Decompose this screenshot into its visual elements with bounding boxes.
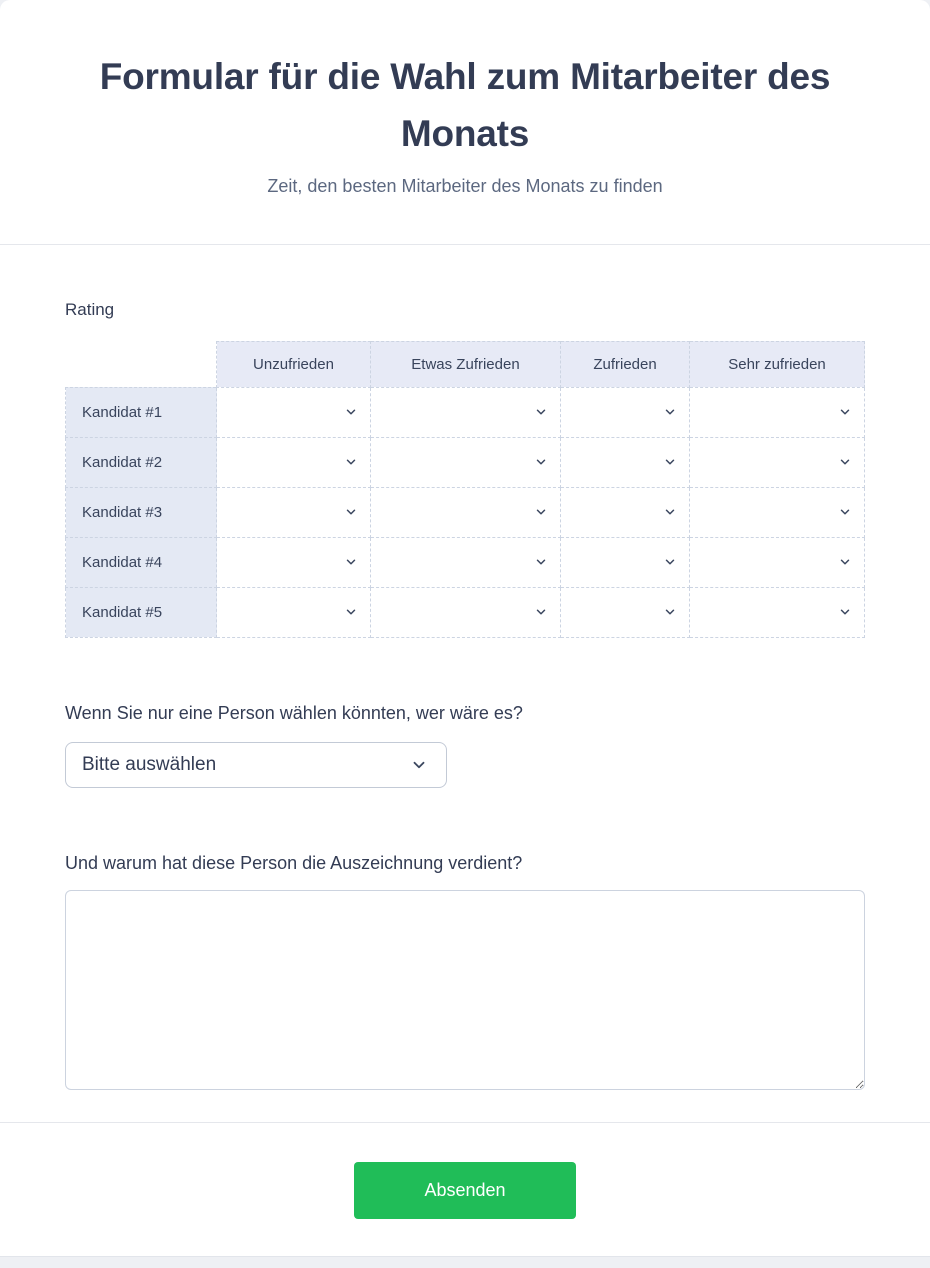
rating-matrix-body (66, 341, 865, 637)
chevron-down-icon (663, 605, 677, 619)
matrix-cell-select[interactable] (690, 587, 865, 637)
question-person-label: Wenn Sie nur eine Person wählen könnten, wer wäre es? (65, 702, 523, 723)
matrix-cell-select[interactable] (217, 537, 371, 587)
matrix-cell-select[interactable] (690, 537, 865, 587)
matrix-column-header: Zufrieden (561, 341, 690, 387)
matrix-cell-select[interactable] (690, 387, 865, 437)
chevron-down-icon (534, 555, 548, 569)
form-body (0, 299, 930, 1090)
person-select-value: Bitte auswählen (82, 753, 217, 775)
matrix-cell-select[interactable] (561, 587, 690, 637)
rating-matrix (65, 341, 865, 638)
matrix-cell-select[interactable] (561, 487, 690, 537)
matrix-cell-select[interactable] (217, 587, 371, 637)
matrix-cell-select[interactable] (371, 387, 561, 437)
matrix-cell-select[interactable] (561, 537, 690, 587)
matrix-column-header: Etwas Zufrieden (371, 341, 561, 387)
page-title: Formular für die Wahl zum Mitarbeiter des Monats (99, 56, 831, 155)
chevron-down-icon (663, 405, 677, 419)
header-divider (0, 244, 930, 245)
page-bottom-strip (0, 1256, 930, 1268)
chevron-down-icon (838, 455, 852, 469)
chevron-down-icon (410, 756, 428, 774)
matrix-row (66, 387, 865, 437)
matrix-cell-select[interactable] (561, 387, 690, 437)
matrix-cell-select[interactable] (561, 437, 690, 487)
matrix-cell-select[interactable] (371, 437, 561, 487)
matrix-cell-select[interactable] (217, 487, 371, 537)
chevron-down-icon (838, 405, 852, 419)
chevron-down-icon (344, 405, 358, 419)
matrix-row-label: Kandidat #5 (66, 587, 217, 637)
matrix-cell-select[interactable] (217, 437, 371, 487)
person-select[interactable] (65, 742, 447, 788)
matrix-row (66, 537, 865, 587)
chevron-down-icon (344, 555, 358, 569)
chevron-down-icon (838, 505, 852, 519)
matrix-cell-select[interactable] (371, 537, 561, 587)
chevron-down-icon (344, 605, 358, 619)
matrix-row-label: Kandidat #2 (66, 437, 217, 487)
chevron-down-icon (534, 505, 548, 519)
matrix-column-header: Sehr zufrieden (690, 341, 865, 387)
chevron-down-icon (534, 405, 548, 419)
chevron-down-icon (663, 455, 677, 469)
page-subtitle: Zeit, den besten Mitarbeiter des Monats zu finden (267, 175, 663, 196)
chevron-down-icon (663, 505, 677, 519)
matrix-row (66, 487, 865, 537)
matrix-cell-select[interactable] (371, 487, 561, 537)
reason-textarea[interactable] (65, 890, 865, 1090)
chevron-down-icon (838, 605, 852, 619)
chevron-down-icon (534, 455, 548, 469)
form-footer (0, 1123, 930, 1219)
matrix-corner-cell (66, 341, 217, 387)
matrix-cell-select[interactable] (690, 487, 865, 537)
matrix-row-label: Kandidat #1 (66, 387, 217, 437)
chevron-down-icon (663, 555, 677, 569)
form-header (0, 0, 930, 244)
chevron-down-icon (534, 605, 548, 619)
question-reason-label: Und warum hat diese Person die Auszeichnung verdient? (65, 852, 523, 873)
submit-button[interactable]: Absenden (354, 1162, 576, 1219)
matrix-cell-select[interactable] (690, 437, 865, 487)
matrix-row (66, 587, 865, 637)
rating-section-label: Rating (65, 299, 115, 319)
matrix-row (66, 437, 865, 487)
chevron-down-icon (344, 505, 358, 519)
matrix-cell-select[interactable] (371, 587, 561, 637)
chevron-down-icon (838, 555, 852, 569)
matrix-column-header: Unzufrieden (217, 341, 371, 387)
matrix-row-label: Kandidat #4 (66, 537, 217, 587)
matrix-cell-select[interactable] (217, 387, 371, 437)
chevron-down-icon (344, 455, 358, 469)
matrix-row-label: Kandidat #3 (66, 487, 217, 537)
